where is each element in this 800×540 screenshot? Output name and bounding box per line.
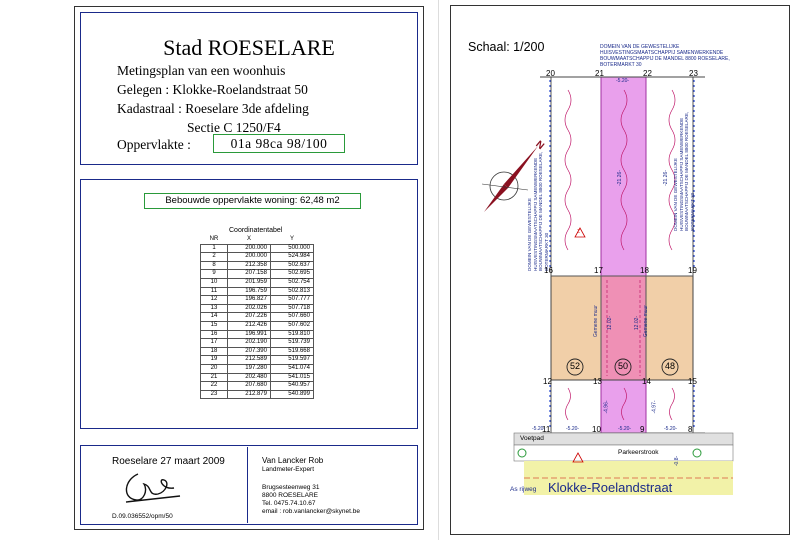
table-cell: 541.074 (271, 364, 314, 373)
point-label: 8 (688, 425, 693, 434)
divider (247, 447, 248, 523)
table-cell: 13 (201, 304, 228, 313)
table-cell: 502.695 (271, 270, 314, 279)
table-row (201, 356, 314, 365)
table-title: Coordinatentabel (229, 227, 283, 234)
table-cell: 11 (201, 287, 228, 296)
table-cell: 212.879 (228, 390, 271, 399)
built-area-box: Bebouwde oppervlakte woning: 62,48 m2 (144, 193, 361, 209)
table-cell: 200.000 (228, 253, 271, 262)
table-cell: 18 (201, 347, 228, 356)
warning-mark: Z (577, 229, 581, 235)
table-cell: 14 (201, 313, 228, 322)
point-label: 11 (542, 425, 551, 434)
point-label: 20 (546, 69, 555, 78)
table-cell: 207.158 (228, 270, 271, 279)
table-cell: 16 (201, 330, 228, 339)
point-label: 17 (594, 266, 603, 275)
footpath-label: Voetpad (520, 435, 544, 442)
table-row (201, 390, 314, 399)
owner-left: DOMEIN VAN DE GEWESTELIJKE HUISVESTINGSMAATSCHAPPIJ SAMENWERKENDE BOUWMAATSCHAPPIJ DE MANDEL 8800 ROESELARE, BOTERMARKT 30 (527, 151, 549, 271)
info-label: Gelegen (117, 82, 162, 97)
table-row (201, 339, 314, 348)
house-number: 52 (569, 361, 580, 371)
dimension-label: -4.96- (603, 400, 610, 414)
point-label: 16 (544, 266, 553, 275)
title-block (80, 12, 418, 165)
table-cell: 519.810 (271, 330, 314, 339)
table-cell: 200.000 (228, 244, 271, 253)
table-cell: 12 (201, 296, 228, 305)
table-row (201, 287, 314, 296)
level-label: -0.8- (674, 455, 681, 467)
wall-label: Gemene muur (592, 305, 599, 337)
table-cell: 17 (201, 339, 228, 348)
table-cell: 23 (201, 390, 228, 399)
info-line-5 (117, 137, 191, 153)
col-header: X (246, 236, 251, 242)
table-cell: 540.957 (271, 382, 314, 391)
info-line-2 (117, 82, 308, 98)
point-label: 22 (643, 69, 652, 78)
table-row (201, 321, 314, 330)
dimension-label: -5.20- (618, 426, 632, 432)
table-cell: 196.827 (228, 296, 271, 305)
table-row (201, 278, 314, 287)
surveyor-address: Brugsesteenweg 31 (262, 484, 320, 491)
reference-number: D.09.036552/opm/50 (112, 513, 173, 520)
surveyor-name: Van Lancker Rob (262, 456, 324, 465)
table-cell: 500.000 (271, 244, 314, 253)
dimension-label: -5.20- (566, 426, 580, 432)
info-line-3 (117, 101, 309, 117)
table-row (201, 261, 314, 270)
table-row (201, 244, 314, 253)
table-cell: 519.668 (271, 347, 314, 356)
table-cell: 207.226 (228, 313, 271, 322)
dimension-label: -5.20- (532, 426, 546, 432)
dimension-label: -4.97- (651, 400, 658, 414)
point-label: 21 (595, 69, 604, 78)
table-row (201, 330, 314, 339)
table-cell: 2 (201, 253, 228, 262)
point-label: 13 (593, 377, 602, 386)
point-label: 18 (640, 266, 649, 275)
road-axis-label: As rijweg (510, 486, 537, 493)
scale-label: Schaal: 1/200 (468, 40, 545, 54)
table-cell: 207.680 (228, 382, 271, 391)
table-cell: 21 (201, 373, 228, 382)
info-value: Sectie C 1250/F4 (187, 120, 281, 135)
table-row (201, 313, 314, 322)
street-name: Klokke-Roelandstraat (548, 480, 673, 495)
table-cell: 507.777 (271, 296, 314, 305)
info-value: : Roeselare 3de afdeling (178, 101, 309, 116)
info-value: van een woonhuis (187, 63, 286, 78)
date: Roeselare 27 maart 2009 (112, 456, 225, 467)
point-label: 23 (689, 69, 698, 78)
table-cell: 507.660 (271, 313, 314, 322)
signature-image (118, 466, 188, 506)
table-row (201, 373, 314, 382)
info-value: : Klokke-Roelandstraat 50 (165, 82, 308, 97)
table-cell: 507.602 (271, 321, 314, 330)
table-cell: 22 (201, 382, 228, 391)
col-header: Y (289, 236, 294, 242)
dimension-label: -5.20- (664, 426, 678, 432)
table-row (201, 296, 314, 305)
table-cell: 212.426 (228, 321, 271, 330)
table-cell: 20 (201, 364, 228, 373)
col-header: NR (209, 236, 219, 242)
north-label: N (533, 138, 546, 153)
info-label: Kadastraal (117, 101, 175, 116)
table-cell: 15 (201, 321, 228, 330)
table-row (201, 382, 314, 391)
surveyor-phone: Tel. 0475.74.10.67 (262, 500, 316, 507)
table-cell: 502.754 (271, 278, 314, 287)
right-sheet (440, 0, 800, 540)
point-label: 12 (543, 377, 552, 386)
table-cell: 8 (201, 261, 228, 270)
info-label: Oppervlakte : (117, 137, 191, 152)
house-number: 50 (617, 361, 628, 371)
table-row (201, 364, 314, 373)
table-cell: 9 (201, 270, 228, 279)
dimension-label: -5.20- (616, 78, 630, 84)
table-cell: 502.813 (271, 287, 314, 296)
table-cell: 1 (201, 244, 228, 253)
point-label: 14 (642, 377, 651, 386)
footpath (514, 433, 733, 445)
table-cell: 519.739 (271, 339, 314, 348)
table-cell: 202.190 (228, 339, 271, 348)
table-header-row (201, 236, 314, 244)
page-title: Stad ROESELARE (163, 35, 335, 60)
table-cell: 201.959 (228, 278, 271, 287)
table-cell: 207.390 (228, 347, 271, 356)
table-cell: 212.589 (228, 356, 271, 365)
table-cell: 202.026 (228, 304, 271, 313)
table-cell: 19 (201, 356, 228, 365)
house-number: 48 (664, 361, 675, 371)
point-label: 10 (592, 425, 601, 434)
table-cell: 196.991 (228, 330, 271, 339)
info-line-1 (117, 63, 285, 79)
point-label: 9 (640, 425, 645, 434)
table-cell: 10 (201, 278, 228, 287)
info-label: Metingsplan (117, 63, 185, 78)
table-cell: 212.358 (228, 261, 271, 270)
dimension-label: -21.26- (662, 170, 669, 186)
surveyor-role: Landmeter-Expert (262, 466, 315, 473)
surveyor-email: email : rob.vanlancker@skynet.be (262, 508, 361, 515)
table-row (201, 270, 314, 279)
point-label: 19 (688, 266, 697, 275)
surveyor-city: 8800 ROESELARE (262, 492, 319, 499)
dimension-label: 12.02- (634, 315, 641, 331)
dimension-label: 12.02- (607, 315, 614, 331)
table-cell: 524.984 (271, 253, 314, 262)
table-row (201, 347, 314, 356)
table-cell: 540.899 (271, 390, 314, 399)
dimension-label: -21.26- (616, 170, 623, 186)
table-cell: 202.480 (228, 373, 271, 382)
owner-top: DOMEIN VAN DE GEWESTELIJKE HUISVESTINGSMAATSCHAPPIJ SAMENWERKENDE BOUWMAATSCHAPPIJ DE MANDEL 8800 ROESELARE, BOTERMARKT 30 (600, 44, 730, 68)
area-box: 01a 98ca 98/100 (213, 134, 345, 153)
table-cell: 519.597 (271, 356, 314, 365)
coordinate-table (200, 236, 314, 399)
point-label: 15 (688, 377, 697, 386)
table-cell: 507.718 (271, 304, 314, 313)
table-row (201, 304, 314, 313)
table-cell: 196.759 (228, 287, 271, 296)
parking-label: Parkeerstrook (618, 449, 659, 456)
wall-label: Gemene muur (642, 305, 649, 337)
table-cell: 197.280 (228, 364, 271, 373)
owner-right: DOMEIN VAN DE GEWESTELIJKE HUISVESTINGSMAATSCHAPPIJ SAMENWERKENDE BOUWMAATSCHAPPIJ DE MANDEL 8800 ROESELARE, BOTERMARKT 30 (673, 111, 695, 231)
table-row (201, 253, 314, 262)
table-cell: 502.637 (271, 261, 314, 270)
table-cell: 541.015 (271, 373, 314, 382)
